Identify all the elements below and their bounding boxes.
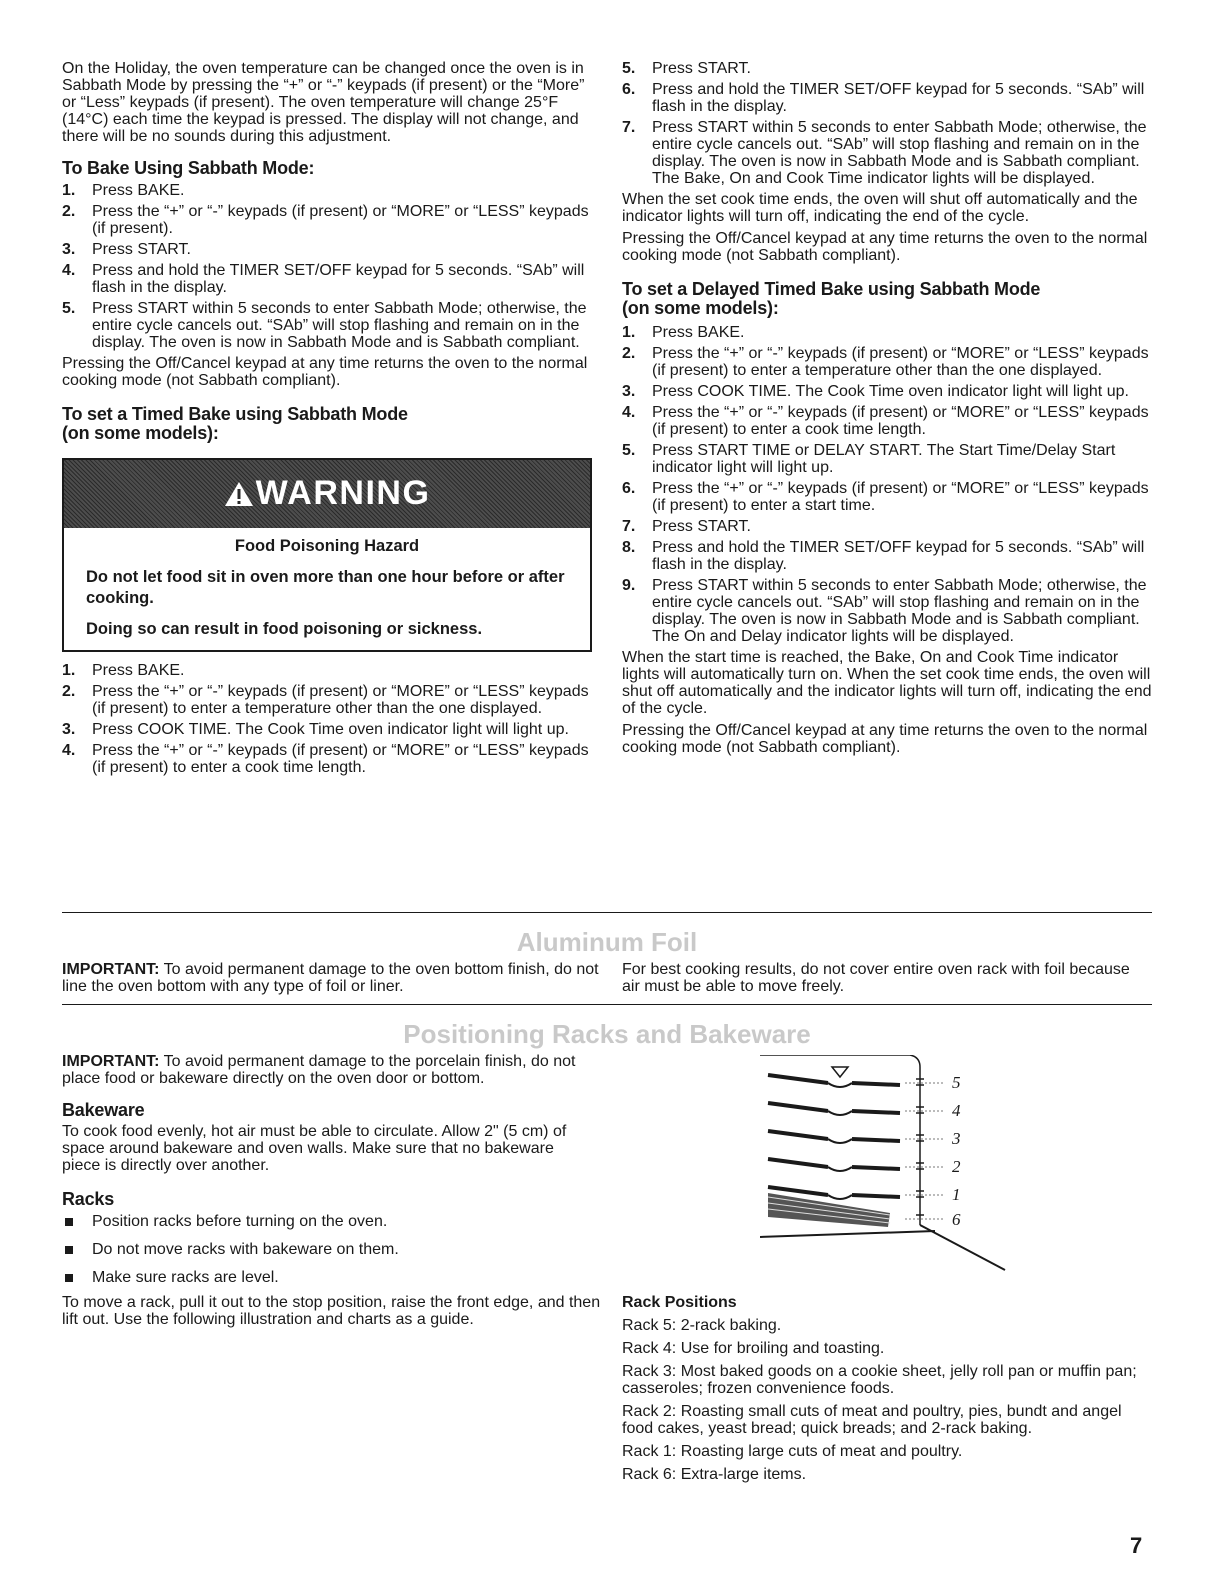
off-cancel-note: Pressing the Off/Cancel keypad at any time returns the oven to the normal cooking mode (not Sabbath compliant).	[62, 355, 588, 389]
list-item: Rack 4: Use for broiling and toasting.	[622, 1340, 885, 1357]
list-item: 1. Press BAKE.	[622, 324, 745, 341]
list-item: 1. Press BAKE.	[62, 662, 185, 679]
list-item: 4. Press and hold the TIMER SET/OFF keypad for 5 seconds. “SAb” will flash in the display.	[62, 262, 585, 296]
racks-bullet-list	[62, 1213, 602, 1286]
alert-triangle-icon	[224, 481, 254, 507]
timed-bake-heading: To set a Timed Bake using Sabbath Mode (on some models):	[62, 404, 408, 443]
warning-hazard: Food Poisoning Hazard	[234, 537, 420, 555]
racks-heading: Racks	[62, 1189, 115, 1209]
warning-line-2: Doing so can result in food poisoning or sickness.	[86, 620, 483, 638]
oven-rack-illustration	[760, 1055, 1020, 1275]
timed-steps-continued	[622, 60, 1152, 187]
start-time-reached-note: When the start time is reached, the Bake, On and Cook Time indicator lights will automatically turn on. When the set cook time ends, the oven will shut off automatically and the indicator lights will turn off, indicating the end of the cycle.	[622, 649, 1152, 717]
list-item: Rack 1: Roasting large cuts of meat and poultry.	[622, 1443, 963, 1460]
left-column	[62, 60, 592, 780]
racks-left-column	[62, 1053, 602, 1328]
divider	[62, 912, 1152, 913]
list-item: Rack 6: Extra-large items.	[622, 1466, 807, 1483]
rack-label-2: 2	[952, 1157, 961, 1176]
warning-body	[64, 528, 590, 640]
aluminum-foil-title: Aluminum Foil	[516, 927, 698, 957]
delayed-bake-heading: To set a Delayed Timed Bake using Sabbath Mode (on some models):	[622, 279, 1041, 318]
list-item: 4. Press the “+” or “-” keypads (if present) or “MORE” or “LESS” keypads (if present) to enter a cook time length.	[622, 404, 1149, 438]
cook-time-ends-note: When the set cook time ends, the oven will shut off automatically and the indicator lights will turn off, indicating the end of the cycle.	[622, 191, 1138, 225]
rack-positions-diagram	[760, 1055, 1020, 1275]
list-item: 3. Press START.	[62, 241, 191, 258]
rack-label-1: 1	[952, 1185, 961, 1204]
divider	[62, 1004, 1152, 1005]
page-number: 7	[1130, 1533, 1143, 1558]
warning-header	[64, 460, 590, 528]
list-item: 6. Press the “+” or “-” keypads (if present) or “MORE” or “LESS” keypads (if present) to enter a start time.	[622, 480, 1149, 514]
holiday-paragraph: On the Holiday, the oven temperature can be changed once the oven is in Sabbath Mode by pressing the “+” or “-” keypads (if present) or the “More” or “Less” keypads (if present). The oven temperature will change 25°F (14°C) each time the keypad is pressed. The display will not change, and there will be no sounds during this adjustment.	[62, 60, 585, 145]
list-item: 1. Press BAKE.	[62, 182, 185, 199]
list-item: Rack 3: Most baked goods on a cookie sheet, jelly roll pan or muffin pan; casseroles; frozen convenience foods.	[622, 1363, 1137, 1397]
right-column	[622, 60, 1152, 756]
list-item: 5. Press START within 5 seconds to enter Sabbath Mode; otherwise, the entire cycle cancels out. “SAb” will stop flashing and remain on in the display. The oven is now in Sabbath Mode and is Sabbath compliant.	[62, 300, 587, 351]
list-item: 4. Press the “+” or “-” keypads (if present) or “MORE” or “LESS” keypads (if present) to enter a cook time length.	[62, 742, 589, 776]
rack-label-3: 3	[952, 1129, 961, 1148]
off-cancel-note-2: Pressing the Off/Cancel keypad at any time returns the oven to the normal cooking mode (not Sabbath compliant).	[622, 230, 1148, 264]
list-item: 2. Press the “+” or “-” keypads (if present) or “MORE” or “LESS” keypads (if present).	[62, 203, 589, 237]
list-item: 6. Press and hold the TIMER SET/OFF keypad for 5 seconds. “SAb” will flash in the display.	[622, 81, 1145, 115]
racks-important: IMPORTANT: To avoid permanent damage to the porcelain finish, do not place food or bakeware directly on the oven door or bottom.	[62, 1053, 576, 1087]
list-item: 5. Press START TIME or DELAY START. The Start Time/Delay Start indicator light will light up.	[622, 442, 1116, 476]
rack-label-6: 6	[952, 1210, 961, 1229]
delayed-steps-list	[622, 324, 1152, 645]
list-item: Do not move racks with bakeware on them.	[62, 1241, 602, 1258]
rack-positions	[622, 1294, 1152, 1483]
foil-important-left: IMPORTANT: To avoid permanent damage to the oven bottom finish, do not line the oven bottom with any type of foil or liner.	[62, 961, 599, 995]
foil-note-right: For best cooking results, do not cover entire oven rack with foil because air must be able to move freely.	[622, 961, 1130, 995]
list-item: 8. Press and hold the TIMER SET/OFF keypad for 5 seconds. “SAb” will flash in the display.	[622, 539, 1145, 573]
list-item: 9. Press START within 5 seconds to enter Sabbath Mode; otherwise, the entire cycle cancels out. “SAb” will stop flashing and remain on in the display. The oven is now in Sabbath Mode and is Sabbath compliant. The On and Delay indicator lights will be displayed.	[622, 577, 1147, 645]
list-item: 7. Press START.	[622, 518, 751, 535]
bake-steps-list	[62, 182, 592, 351]
list-item: Make sure racks are level.	[62, 1269, 602, 1286]
timed-steps-list	[62, 662, 592, 776]
list-item: Position racks before turning on the oven.	[62, 1213, 602, 1230]
list-item: Rack 2: Roasting small cuts of meat and poultry, pies, bundt and angel food cakes, yeast bread; quick breads; and 2-rack baking.	[622, 1403, 1122, 1437]
rack-label-5: 5	[952, 1073, 961, 1092]
warning-title: WARNING	[224, 481, 431, 507]
bakeware-text: To cook food evenly, hot air must be able to circulate. Allow 2" (5 cm) of space around bakeware and oven walls. Make sure that no bakeware piece is directly over another.	[62, 1123, 567, 1174]
list-item: 2. Press the “+” or “-” keypads (if present) or “MORE” or “LESS” keypads (if present) to enter a temperature other than the one displayed.	[622, 345, 1149, 379]
list-item: 3. Press COOK TIME. The Cook Time oven indicator light will light up.	[62, 721, 569, 738]
bake-sabbath-heading: To Bake Using Sabbath Mode:	[62, 158, 315, 178]
list-item: 2. Press the “+” or “-” keypads (if present) or “MORE” or “LESS” keypads (if present) to enter a temperature other than the one displayed.	[62, 683, 589, 717]
bakeware-heading: Bakeware	[62, 1100, 145, 1120]
list-item: Rack 5: 2-rack baking.	[622, 1317, 782, 1334]
list-item: 5. Press START.	[622, 60, 751, 77]
rack-positions-heading: Rack Positions	[622, 1294, 737, 1311]
warning-box	[62, 458, 592, 652]
list-item: 7. Press START within 5 seconds to enter Sabbath Mode; otherwise, the entire cycle cancels out. “SAb” will stop flashing and remain on in the display. The oven is now in Sabbath Mode and is Sabbath compliant. The Bake, On and Cook Time indicator lights will be displayed.	[622, 119, 1147, 187]
warning-line-1: Do not let food sit in oven more than one hour before or after cooking.	[86, 568, 565, 607]
positioning-racks-title: Positioning Racks and Bakeware	[403, 1019, 811, 1049]
list-item: 3. Press COOK TIME. The Cook Time oven indicator light will light up.	[622, 383, 1129, 400]
move-rack-text: To move a rack, pull it out to the stop position, raise the front edge, and then lift out. Use the following illustration and charts as a guide.	[62, 1294, 601, 1328]
rack-label-4: 4	[952, 1101, 961, 1120]
off-cancel-note-3: Pressing the Off/Cancel keypad at any time returns the oven to the normal cooking mode (not Sabbath compliant).	[622, 722, 1148, 756]
